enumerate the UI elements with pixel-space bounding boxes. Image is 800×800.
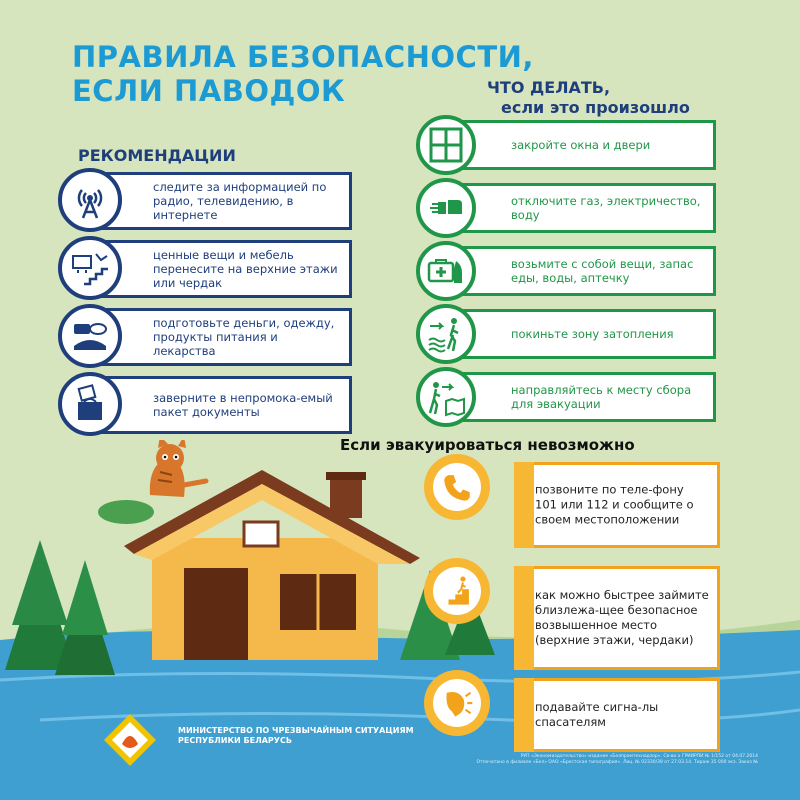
- action-text: закройте окна и двери: [511, 138, 651, 152]
- action-text: направляйтесь к месту сбора для эвакуации: [511, 383, 692, 411]
- supplies-icon: [58, 304, 122, 368]
- title-line-2: ЕСЛИ ПАВОДОК: [72, 74, 346, 108]
- evacuation-point-icon: [416, 367, 476, 427]
- todo-heading-line-2: если это произошло: [501, 98, 690, 117]
- evacuation-text: как можно быстрее займите близлежа-щее безопасное возвышенное место (верхние этажи, чердаки): [535, 588, 709, 647]
- bush: [98, 500, 154, 524]
- tree-group-left: [5, 540, 115, 675]
- evacuation-card: [514, 462, 720, 548]
- stairs-furniture-icon: [58, 236, 122, 300]
- ministry-line-2: РЕСПУБЛИКИ БЕЛАРУСЬ: [178, 736, 292, 745]
- todo-heading-line-1: ЧТО ДЕЛАТЬ,: [487, 78, 611, 97]
- action-text: возьмите с собой вещи, запас еды, воды, аптечку: [511, 257, 694, 285]
- recommendations-heading: РЕКОМЕНДАЦИИ: [78, 146, 236, 165]
- action-card: [438, 372, 716, 422]
- ministry-name: [178, 726, 414, 746]
- title-line-1: ПРАВИЛА БЕЗОПАСНОСТИ,: [72, 40, 534, 74]
- climb-stairs-icon: [424, 558, 490, 624]
- recommendation-text: подготовьте деньги, одежду, продукты питания и лекарства: [153, 316, 335, 358]
- evacuation-card: [514, 566, 720, 670]
- page-title: [72, 40, 534, 108]
- action-text: отключите газ, электричество, воду: [511, 194, 701, 222]
- whistle-signal-icon: [424, 670, 490, 736]
- evacuation-text: подавайте сигна-лы спасателям: [535, 700, 659, 729]
- action-card: [438, 183, 716, 233]
- cat-on-roof: [150, 440, 206, 497]
- door: [184, 568, 248, 660]
- action-card: [438, 246, 716, 296]
- print-info-line-1: РУП «Экономиздательство» издание «Белпромтехнадзор». Св-во о ГРИИРПИ № 1/152 от 04.07.2014: [520, 754, 758, 759]
- recommendation-text: следите за информацией по радио, телевидению, в интернете: [153, 180, 327, 222]
- todo-heading: [487, 78, 690, 118]
- evacuation-text: позвоните по теле-фону 101 или 112 и сообщите о своем местоположении: [535, 482, 694, 527]
- recommendation-text: заверните в непромока-емый пакет документы: [153, 391, 333, 419]
- plug-icon: [416, 178, 476, 238]
- evacuation-heading: Если эвакуироваться невозможно: [340, 436, 635, 454]
- evacuation-card: [514, 678, 720, 752]
- leave-zone-icon: [416, 304, 476, 364]
- action-text: покиньте зону затопления: [511, 327, 674, 341]
- ministry-line-1: МИНИСТЕРСТВО ПО ЧРЕЗВЫЧАЙНЫМ СИТУАЦИЯМ: [178, 726, 414, 735]
- radio-tower-icon: [58, 168, 122, 232]
- document-bag-icon: [58, 372, 122, 436]
- print-info-line-2: Отпечатано в филиале «Бел» ОАО «Брестская типография». Лиц. № 02330/39 от 27.03.14. Тираж 35 000 экз. Заказ №: [476, 760, 758, 765]
- window-icon: [416, 115, 476, 175]
- recommendation-text: ценные вещи и мебель перенесите на верхние этажи или чердак: [153, 248, 338, 290]
- print-info: [438, 754, 758, 766]
- action-card: [438, 120, 716, 170]
- phone-icon: [424, 454, 490, 520]
- action-card: [438, 309, 716, 359]
- first-aid-kit-icon: [416, 241, 476, 301]
